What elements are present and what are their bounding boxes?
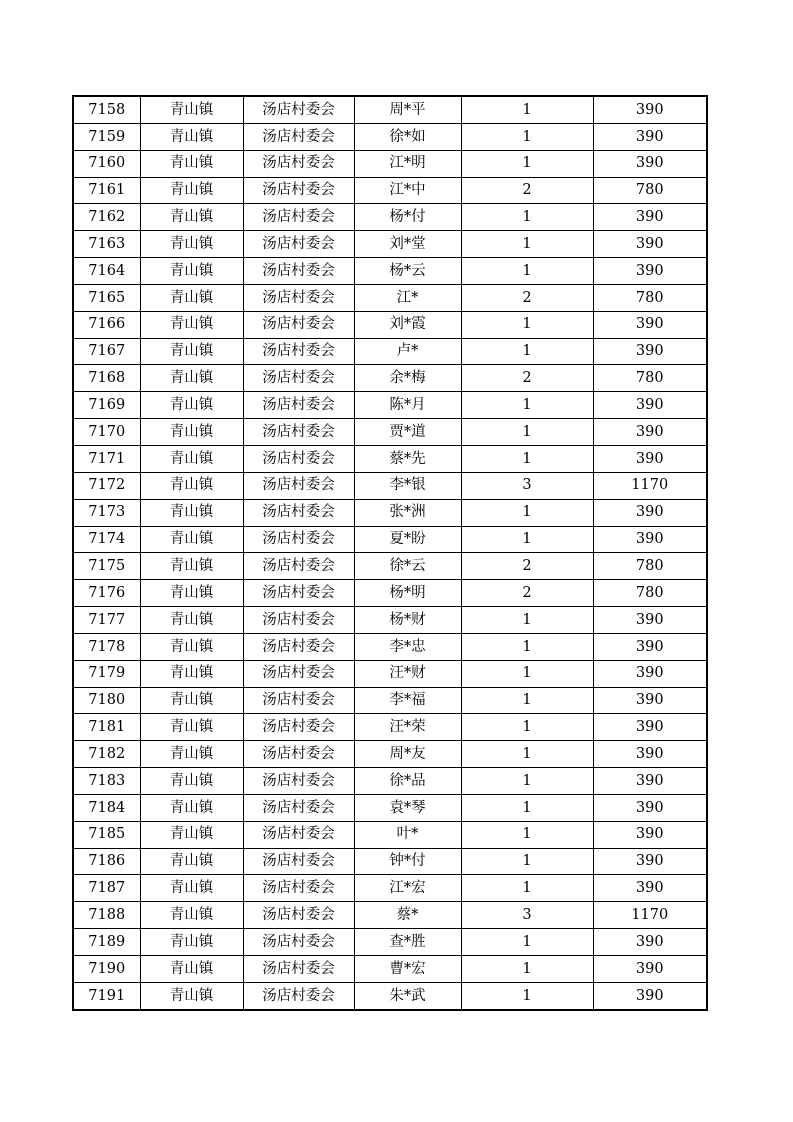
cell-serial: 7183 <box>73 768 140 795</box>
cell-count: 1 <box>461 445 593 472</box>
cell-amount: 780 <box>593 177 707 204</box>
cell-village: 汤店村委会 <box>243 472 354 499</box>
cell-amount: 390 <box>593 392 707 419</box>
table-row <box>73 526 707 553</box>
cell-serial: 7188 <box>73 902 140 929</box>
cell-serial: 7173 <box>73 499 140 526</box>
cell-village: 汤店村委会 <box>243 553 354 580</box>
cell-village: 汤店村委会 <box>243 419 354 446</box>
cell-name: 李*银 <box>354 472 461 499</box>
cell-serial: 7159 <box>73 123 140 150</box>
cell-serial: 7176 <box>73 580 140 607</box>
cell-town: 青山镇 <box>140 177 243 204</box>
cell-count: 1 <box>461 231 593 258</box>
cell-count: 1 <box>461 956 593 983</box>
cell-town: 青山镇 <box>140 204 243 231</box>
cell-town: 青山镇 <box>140 687 243 714</box>
cell-town: 青山镇 <box>140 365 243 392</box>
table-row <box>73 768 707 795</box>
cell-town: 青山镇 <box>140 150 243 177</box>
cell-village: 汤店村委会 <box>243 714 354 741</box>
cell-village: 汤店村委会 <box>243 794 354 821</box>
table-row <box>73 687 707 714</box>
table-row <box>73 580 707 607</box>
cell-amount: 390 <box>593 956 707 983</box>
cell-serial: 7164 <box>73 258 140 285</box>
cell-serial: 7177 <box>73 607 140 634</box>
cell-count: 1 <box>461 123 593 150</box>
cell-amount: 390 <box>593 768 707 795</box>
cell-serial: 7170 <box>73 419 140 446</box>
cell-village: 汤店村委会 <box>243 848 354 875</box>
cell-town: 青山镇 <box>140 794 243 821</box>
cell-count: 1 <box>461 875 593 902</box>
table-row <box>73 96 707 123</box>
cell-town: 青山镇 <box>140 472 243 499</box>
cell-amount: 390 <box>593 419 707 446</box>
cell-count: 2 <box>461 553 593 580</box>
table-row <box>73 607 707 634</box>
cell-amount: 390 <box>593 687 707 714</box>
cell-count: 1 <box>461 848 593 875</box>
cell-count: 1 <box>461 741 593 768</box>
cell-village: 汤店村委会 <box>243 633 354 660</box>
cell-town: 青山镇 <box>140 741 243 768</box>
cell-count: 1 <box>461 794 593 821</box>
cell-town: 青山镇 <box>140 929 243 956</box>
table-row <box>73 499 707 526</box>
cell-count: 3 <box>461 902 593 929</box>
cell-count: 1 <box>461 392 593 419</box>
cell-name: 江* <box>354 284 461 311</box>
cell-name: 刘*堂 <box>354 231 461 258</box>
cell-count: 1 <box>461 821 593 848</box>
cell-village: 汤店村委会 <box>243 445 354 472</box>
cell-town: 青山镇 <box>140 660 243 687</box>
cell-amount: 390 <box>593 445 707 472</box>
cell-name: 卢* <box>354 338 461 365</box>
cell-name: 钟*付 <box>354 848 461 875</box>
cell-village: 汤店村委会 <box>243 956 354 983</box>
table-row <box>73 204 707 231</box>
cell-amount: 1170 <box>593 902 707 929</box>
cell-town: 青山镇 <box>140 231 243 258</box>
cell-village: 汤店村委会 <box>243 741 354 768</box>
cell-village: 汤店村委会 <box>243 607 354 634</box>
cell-serial: 7186 <box>73 848 140 875</box>
cell-amount: 390 <box>593 794 707 821</box>
cell-name: 朱*武 <box>354 982 461 1009</box>
table-row <box>73 311 707 338</box>
cell-amount: 390 <box>593 821 707 848</box>
cell-count: 1 <box>461 607 593 634</box>
table-row <box>73 875 707 902</box>
cell-village: 汤店村委会 <box>243 902 354 929</box>
cell-town: 青山镇 <box>140 445 243 472</box>
cell-name: 杨*付 <box>354 204 461 231</box>
cell-name: 蔡* <box>354 902 461 929</box>
cell-village: 汤店村委会 <box>243 875 354 902</box>
table-row <box>73 956 707 983</box>
cell-amount: 390 <box>593 311 707 338</box>
cell-village: 汤店村委会 <box>243 311 354 338</box>
cell-count: 2 <box>461 177 593 204</box>
cell-amount: 390 <box>593 633 707 660</box>
cell-village: 汤店村委会 <box>243 365 354 392</box>
cell-serial: 7161 <box>73 177 140 204</box>
subsidy-table <box>72 95 708 1011</box>
cell-town: 青山镇 <box>140 902 243 929</box>
cell-amount: 780 <box>593 580 707 607</box>
cell-serial: 7165 <box>73 284 140 311</box>
cell-name: 袁*琴 <box>354 794 461 821</box>
cell-amount: 780 <box>593 284 707 311</box>
cell-serial: 7185 <box>73 821 140 848</box>
table-row <box>73 929 707 956</box>
cell-amount: 1170 <box>593 472 707 499</box>
table-row <box>73 445 707 472</box>
cell-serial: 7166 <box>73 311 140 338</box>
cell-town: 青山镇 <box>140 633 243 660</box>
cell-village: 汤店村委会 <box>243 580 354 607</box>
cell-amount: 390 <box>593 258 707 285</box>
cell-count: 1 <box>461 204 593 231</box>
cell-serial: 7179 <box>73 660 140 687</box>
cell-town: 青山镇 <box>140 96 243 123</box>
cell-amount: 390 <box>593 231 707 258</box>
cell-village: 汤店村委会 <box>243 499 354 526</box>
cell-town: 青山镇 <box>140 821 243 848</box>
cell-serial: 7162 <box>73 204 140 231</box>
cell-count: 1 <box>461 687 593 714</box>
table-row <box>73 982 707 1009</box>
cell-count: 1 <box>461 526 593 553</box>
cell-count: 2 <box>461 284 593 311</box>
cell-amount: 780 <box>593 553 707 580</box>
cell-serial: 7187 <box>73 875 140 902</box>
cell-serial: 7175 <box>73 553 140 580</box>
cell-count: 1 <box>461 633 593 660</box>
cell-town: 青山镇 <box>140 848 243 875</box>
cell-name: 李*福 <box>354 687 461 714</box>
cell-serial: 7190 <box>73 956 140 983</box>
cell-count: 1 <box>461 96 593 123</box>
cell-name: 江*明 <box>354 150 461 177</box>
cell-village: 汤店村委会 <box>243 821 354 848</box>
cell-amount: 390 <box>593 526 707 553</box>
cell-name: 查*胜 <box>354 929 461 956</box>
cell-amount: 390 <box>593 929 707 956</box>
table-row <box>73 821 707 848</box>
table-row <box>73 660 707 687</box>
cell-village: 汤店村委会 <box>243 204 354 231</box>
cell-count: 3 <box>461 472 593 499</box>
cell-village: 汤店村委会 <box>243 96 354 123</box>
cell-amount: 390 <box>593 714 707 741</box>
cell-name: 汪*财 <box>354 660 461 687</box>
cell-name: 周*平 <box>354 96 461 123</box>
table-row <box>73 392 707 419</box>
cell-count: 1 <box>461 311 593 338</box>
cell-name: 蔡*先 <box>354 445 461 472</box>
cell-name: 周*友 <box>354 741 461 768</box>
cell-serial: 7168 <box>73 365 140 392</box>
cell-serial: 7182 <box>73 741 140 768</box>
table-row <box>73 177 707 204</box>
cell-name: 刘*霞 <box>354 311 461 338</box>
cell-village: 汤店村委会 <box>243 231 354 258</box>
cell-count: 1 <box>461 150 593 177</box>
cell-amount: 390 <box>593 660 707 687</box>
table-row <box>73 231 707 258</box>
cell-amount: 390 <box>593 150 707 177</box>
cell-name: 陈*月 <box>354 392 461 419</box>
cell-village: 汤店村委会 <box>243 258 354 285</box>
cell-village: 汤店村委会 <box>243 687 354 714</box>
cell-amount: 390 <box>593 741 707 768</box>
table-row <box>73 902 707 929</box>
cell-town: 青山镇 <box>140 526 243 553</box>
table-row <box>73 258 707 285</box>
cell-village: 汤店村委会 <box>243 123 354 150</box>
cell-amount: 390 <box>593 499 707 526</box>
table-row <box>73 123 707 150</box>
table-row <box>73 365 707 392</box>
cell-serial: 7158 <box>73 96 140 123</box>
table-row <box>73 741 707 768</box>
cell-serial: 7171 <box>73 445 140 472</box>
cell-town: 青山镇 <box>140 392 243 419</box>
table-row <box>73 419 707 446</box>
cell-town: 青山镇 <box>140 875 243 902</box>
cell-village: 汤店村委会 <box>243 982 354 1009</box>
cell-town: 青山镇 <box>140 419 243 446</box>
cell-village: 汤店村委会 <box>243 338 354 365</box>
cell-town: 青山镇 <box>140 338 243 365</box>
table-row <box>73 794 707 821</box>
cell-village: 汤店村委会 <box>243 526 354 553</box>
table-row <box>73 150 707 177</box>
cell-count: 1 <box>461 499 593 526</box>
cell-town: 青山镇 <box>140 258 243 285</box>
cell-serial: 7160 <box>73 150 140 177</box>
cell-count: 1 <box>461 714 593 741</box>
cell-name: 江*中 <box>354 177 461 204</box>
cell-count: 1 <box>461 338 593 365</box>
cell-amount: 780 <box>593 365 707 392</box>
cell-name: 杨*云 <box>354 258 461 285</box>
cell-name: 杨*明 <box>354 580 461 607</box>
cell-name: 徐*品 <box>354 768 461 795</box>
cell-town: 青山镇 <box>140 607 243 634</box>
cell-name: 叶* <box>354 821 461 848</box>
cell-village: 汤店村委会 <box>243 284 354 311</box>
cell-town: 青山镇 <box>140 311 243 338</box>
cell-serial: 7178 <box>73 633 140 660</box>
cell-serial: 7163 <box>73 231 140 258</box>
cell-count: 1 <box>461 982 593 1009</box>
cell-name: 汪*荣 <box>354 714 461 741</box>
table-row <box>73 338 707 365</box>
cell-amount: 390 <box>593 607 707 634</box>
cell-name: 江*宏 <box>354 875 461 902</box>
cell-name: 徐*如 <box>354 123 461 150</box>
cell-town: 青山镇 <box>140 956 243 983</box>
cell-town: 青山镇 <box>140 123 243 150</box>
cell-village: 汤店村委会 <box>243 929 354 956</box>
cell-serial: 7172 <box>73 472 140 499</box>
table-row <box>73 284 707 311</box>
cell-amount: 390 <box>593 123 707 150</box>
cell-count: 1 <box>461 419 593 446</box>
table-row <box>73 633 707 660</box>
cell-count: 2 <box>461 580 593 607</box>
cell-amount: 390 <box>593 338 707 365</box>
cell-name: 余*梅 <box>354 365 461 392</box>
cell-amount: 390 <box>593 204 707 231</box>
cell-village: 汤店村委会 <box>243 768 354 795</box>
table-row <box>73 848 707 875</box>
table-row <box>73 714 707 741</box>
cell-name: 杨*财 <box>354 607 461 634</box>
cell-village: 汤店村委会 <box>243 660 354 687</box>
cell-amount: 390 <box>593 982 707 1009</box>
cell-amount: 390 <box>593 96 707 123</box>
cell-count: 1 <box>461 258 593 285</box>
table-row <box>73 472 707 499</box>
cell-town: 青山镇 <box>140 499 243 526</box>
cell-serial: 7184 <box>73 794 140 821</box>
cell-serial: 7174 <box>73 526 140 553</box>
subsidy-table-body <box>73 96 707 1010</box>
cell-village: 汤店村委会 <box>243 392 354 419</box>
cell-amount: 390 <box>593 875 707 902</box>
cell-name: 夏*盼 <box>354 526 461 553</box>
cell-town: 青山镇 <box>140 714 243 741</box>
cell-town: 青山镇 <box>140 580 243 607</box>
cell-town: 青山镇 <box>140 982 243 1009</box>
cell-town: 青山镇 <box>140 284 243 311</box>
cell-name: 张*洲 <box>354 499 461 526</box>
cell-serial: 7180 <box>73 687 140 714</box>
cell-serial: 7181 <box>73 714 140 741</box>
cell-village: 汤店村委会 <box>243 150 354 177</box>
cell-amount: 390 <box>593 848 707 875</box>
cell-serial: 7167 <box>73 338 140 365</box>
table-row <box>73 553 707 580</box>
cell-town: 青山镇 <box>140 553 243 580</box>
cell-town: 青山镇 <box>140 768 243 795</box>
cell-name: 徐*云 <box>354 553 461 580</box>
cell-name: 曹*宏 <box>354 956 461 983</box>
cell-count: 1 <box>461 768 593 795</box>
cell-count: 1 <box>461 660 593 687</box>
cell-name: 李*忠 <box>354 633 461 660</box>
cell-name: 贾*道 <box>354 419 461 446</box>
cell-serial: 7191 <box>73 982 140 1009</box>
cell-count: 2 <box>461 365 593 392</box>
cell-serial: 7189 <box>73 929 140 956</box>
cell-serial: 7169 <box>73 392 140 419</box>
cell-count: 1 <box>461 929 593 956</box>
cell-village: 汤店村委会 <box>243 177 354 204</box>
